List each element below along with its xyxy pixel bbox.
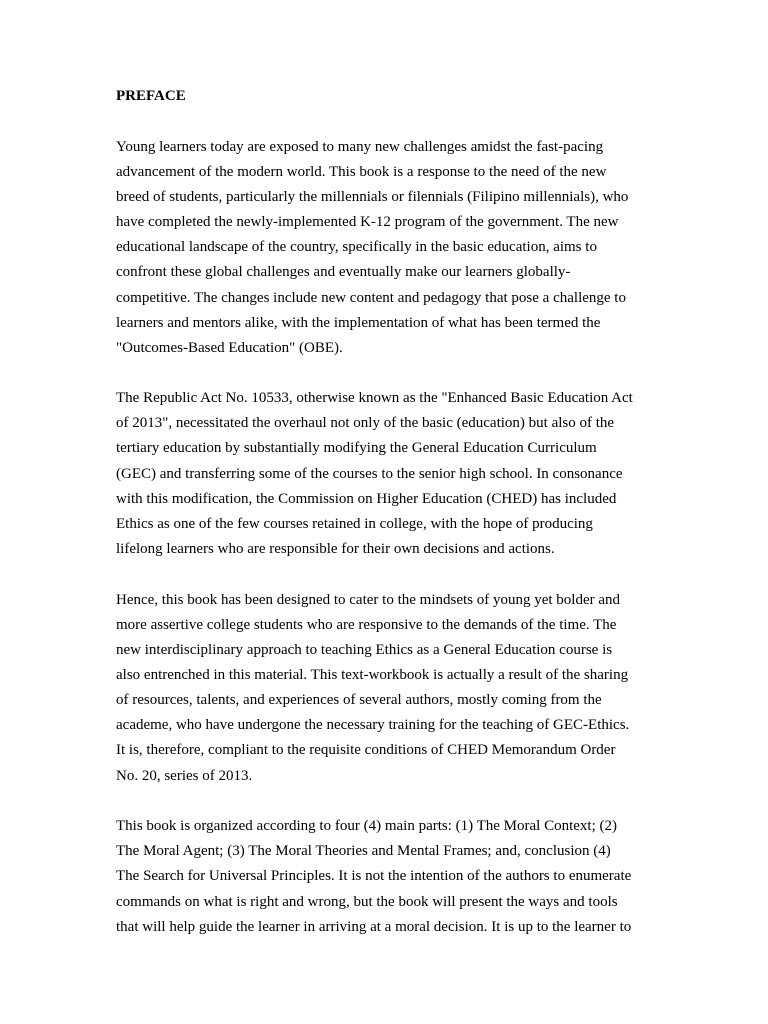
text-line: This book is organized according to four (4) main parts: (1) The Moral Context; (2) (116, 818, 617, 834)
text-line: tertiary education by substantially modifying the General Education Curriculum (116, 440, 597, 456)
text-line: new interdisciplinary approach to teaching Ethics as a General Education course is (116, 642, 613, 658)
text-line: "Outcomes-Based Education" (OBE). (116, 340, 343, 356)
text-line: The Republic Act No. 10533, otherwise known as the "Enhanced Basic Education Act (116, 390, 633, 406)
text-line: that will help guide the learner in arriving at a moral decision. It is up to the learner to (116, 919, 632, 935)
text-line: No. 20, series of 2013. (116, 768, 253, 784)
text-line: The Moral Agent; (3) The Moral Theories and Mental Frames; and, conclusion (4) (116, 843, 611, 859)
text-line: with this modification, the Commission on Higher Education (CHED) has included (116, 491, 617, 507)
text-line: Ethics as one of the few courses retained in college, with the hope of producing (116, 516, 593, 532)
text-line: competitive. The changes include new content and pedagogy that pose a challenge to (116, 290, 626, 306)
text-line: also entrenched in this material. This text-workbook is actually a result of the sharing (116, 667, 629, 683)
text-line: advancement of the modern world. This book is a response to the need of the new (116, 164, 607, 180)
text-line: (GEC) and transferring some of the courses to the senior high school. In consonance (116, 466, 623, 482)
text-line: more assertive college students who are responsive to the demands of the time. The (116, 617, 617, 633)
text-line: learners and mentors alike, with the implementation of what has been termed the (116, 315, 601, 331)
text-line: The Search for Universal Principles. It is not the intention of the authors to enumerate (116, 868, 632, 884)
text-line: academe, who have undergone the necessary training for the teaching of GEC-Ethics. (116, 717, 630, 733)
text-line: of resources, talents, and experiences of several authors, mostly coming from the (116, 692, 602, 708)
text-line: educational landscape of the country, specifically in the basic education, aims to (116, 239, 597, 255)
text-line: commands on what is right and wrong, but the book will present the ways and tools (116, 894, 618, 910)
text-line: of 2013", necessitated the overhaul not only of the basic (education) but also of the (116, 415, 615, 431)
page-title: PREFACE (116, 88, 186, 104)
text-line: breed of students, particularly the millennials or filennials (Filipino millennials), who (116, 189, 629, 205)
text-line: Young learners today are exposed to many new challenges amidst the fast-pacing (116, 139, 604, 155)
text-line: Hence, this book has been designed to cater to the mindsets of young yet bolder and (116, 592, 621, 608)
text-line: have completed the newly-implemented K-12 program of the government. The new (116, 214, 619, 230)
text-line: lifelong learners who are responsible for their own decisions and actions. (116, 541, 555, 557)
text-line: confront these global challenges and eventually make our learners globally- (116, 264, 571, 280)
text-line: It is, therefore, compliant to the requisite conditions of CHED Memorandum Order (116, 742, 616, 758)
